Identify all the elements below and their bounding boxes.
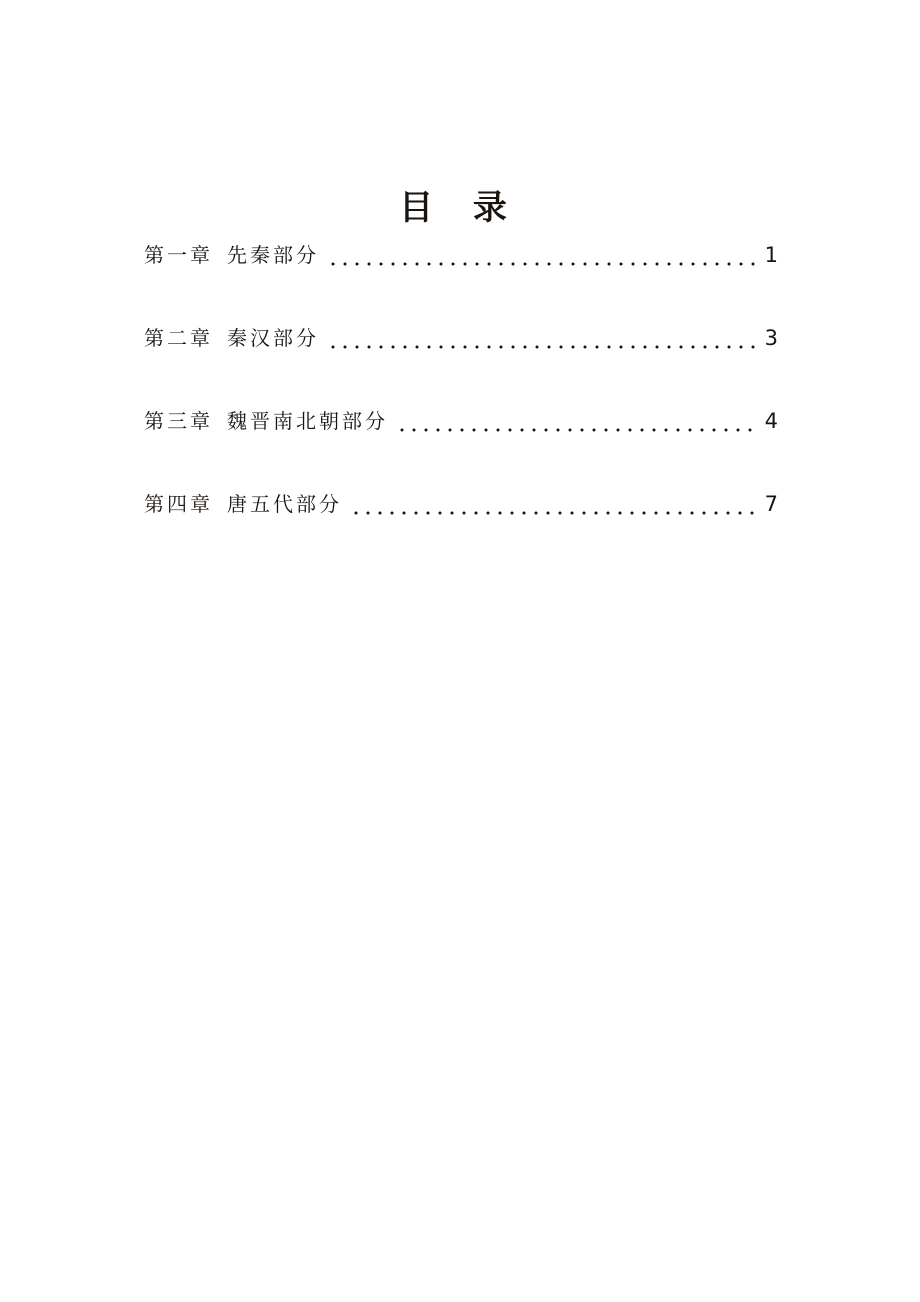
toc-page-number: 3 [764,326,778,350]
toc-entry-chapter-2[interactable] [144,321,778,355]
toc-title: 目 录 [399,188,521,228]
toc-chapter-heading: 唐五代部分 [227,492,342,516]
toc-page-number: 1 [764,243,778,267]
toc-chapter-heading: 秦汉部分 [227,326,319,350]
toc-dot-leader [327,238,758,272]
toc-entry-chapter-1[interactable] [144,238,778,272]
toc-chapter-heading: 魏晋南北朝部分 [227,409,388,433]
toc-chapter-number: 第四章 [144,492,213,516]
toc-page-number: 4 [764,409,778,433]
table-of-contents [144,238,778,570]
toc-entry-chapter-4[interactable] [144,487,778,521]
toc-chapter-number: 第一章 [144,243,213,267]
toc-chapter-heading: 先秦部分 [227,243,319,267]
toc-page-number: 7 [764,492,778,516]
toc-chapter-number: 第二章 [144,326,213,350]
toc-dot-leader [396,404,758,438]
toc-chapter-number: 第三章 [144,409,213,433]
toc-entry-chapter-3[interactable] [144,404,778,438]
toc-dot-leader [327,321,758,355]
toc-dot-leader [350,487,758,521]
